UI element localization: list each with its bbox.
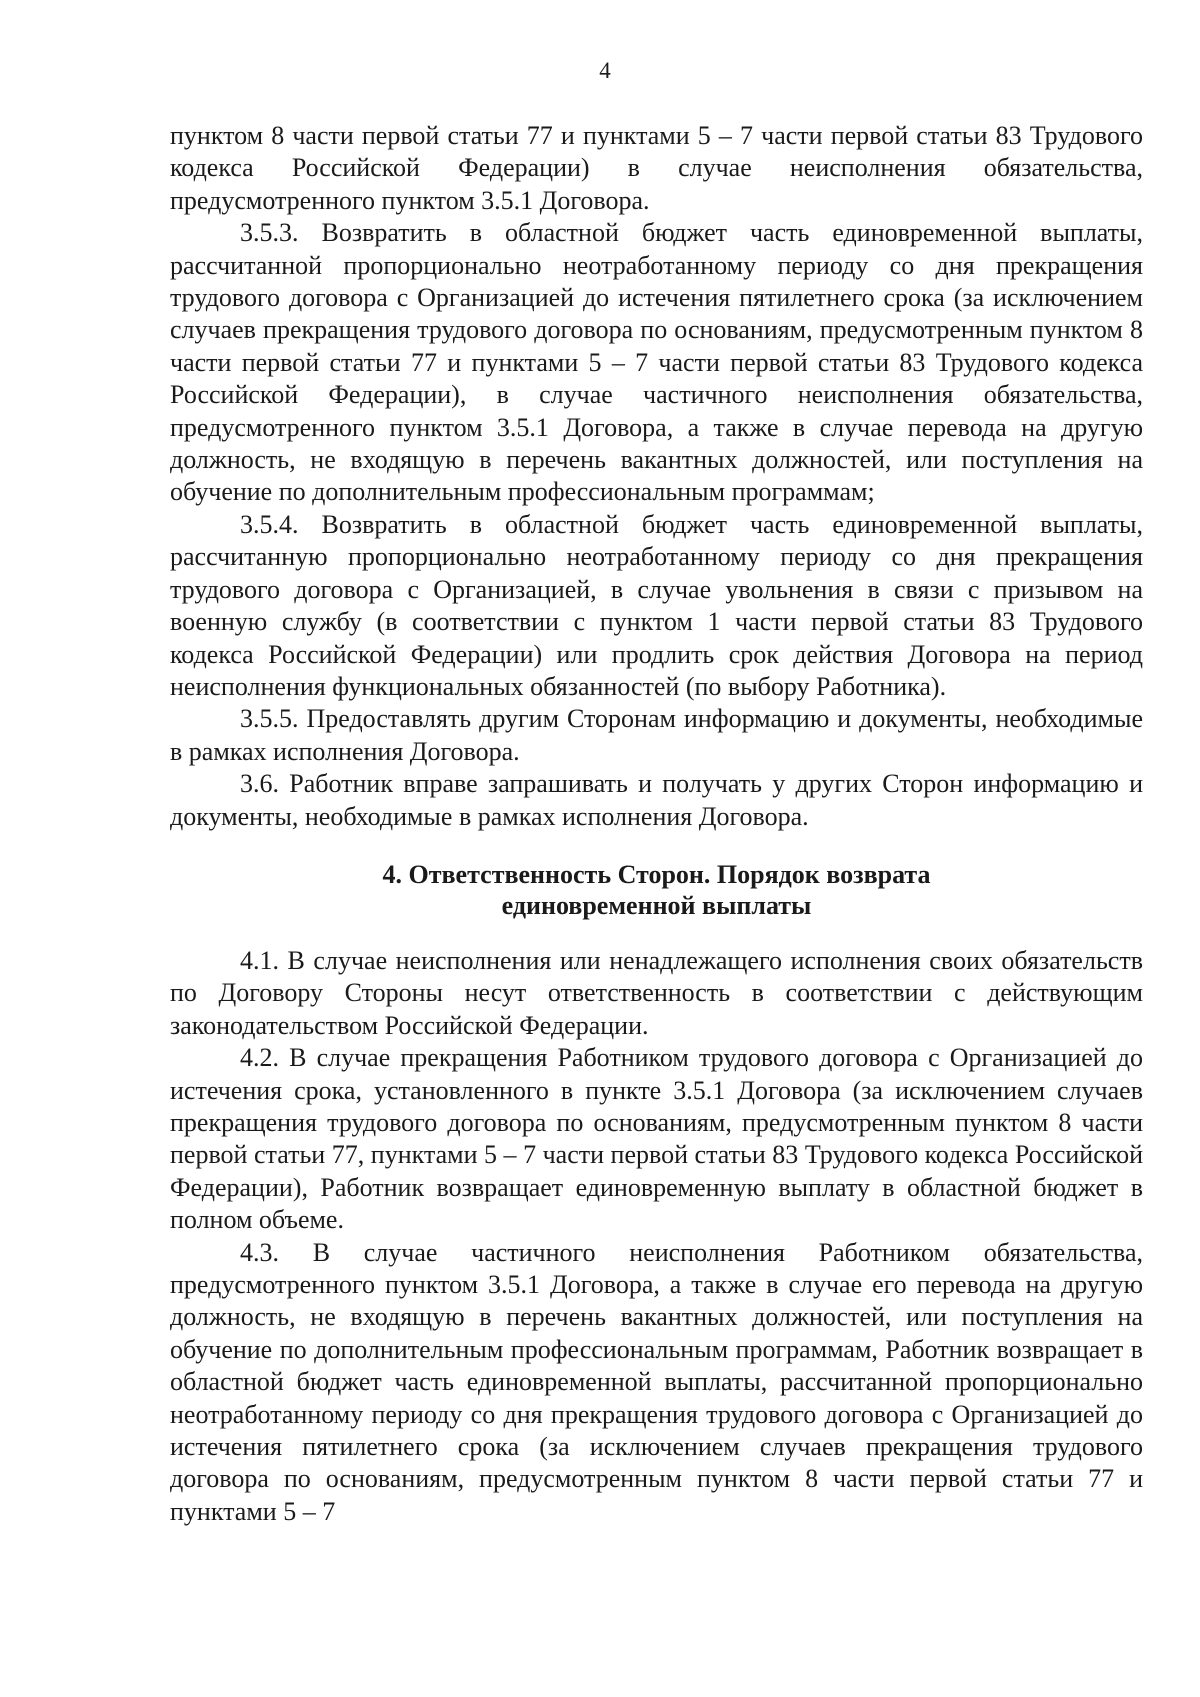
- paragraph-4-3: 4.3. В случае частичного неисполнения Работником обязательства, предусмотренного пунктом 3.5.1 Договора, а также в случае его перевода на другую должность, не входящую в перечень вакантных должностей, или поступления на обучение по дополнительным профессиональным программам, Работник возвращает в областной бюджет часть единовременной выплаты, рассчитанной пропорционально неотработанному периоду со дня прекращения трудового договора с Организацией до истечения пятилетнего срока (за исключением случаев прекращения трудового договора по основаниям, предусмотренным пунктом 8 части первой статьи 77 и пунктами 5 – 7: [170, 1237, 1143, 1526]
- paragraph-3-5-5: 3.5.5. Предоставлять другим Сторонам информацию и документы, необходимые в рамках исполнения Договора.: [170, 704, 1143, 766]
- paragraph-4-1: 4.1. В случае неисполнения или ненадлежащего исполнения своих обязательств по Договору Стороны несут ответственность в соответствии с действующим законодательством Российской Федерации.: [170, 945, 1143, 1040]
- section-heading-line1: 4. Ответственность Сторон. Порядок возврата: [382, 859, 931, 889]
- paragraph-3-5-4: 3.5.4. Возвратить в областной бюджет часть единовременной выплаты, рассчитанную пропорционально неотработанному периоду со дня прекращения трудового договора с Организацией, в случае увольнения в связи с призывом на военную службу (в соответствии с пунктом 1 части первой статьи 83 Трудового кодекса Российской Федерации) или продлить срок действия Договора на период неисполнения функциональных обязанностей (по выбору Работника).: [170, 509, 1143, 701]
- page-number: 4: [599, 58, 611, 83]
- paragraph-3-5-3: 3.5.3. Возвратить в областной бюджет часть единовременной выплаты, рассчитанной пропорционально неотработанному периоду со дня прекращения трудового договора с Организацией до истечения пятилетнего срока (за исключением случаев прекращения трудового договора по основаниям, предусмотренным пунктом 8 части первой статьи 77 и пунктами 5 – 7 части первой статьи 83 Трудового кодекса Российской Федерации), в случае частичного неисполнения обязательства, предусмотренного пунктом 3.5.1 Договора, а также в случае перевода на другую должность, не входящую в перечень вакантных должностей, или поступления на обучение по дополнительным профессиональным программам;: [170, 218, 1143, 507]
- section-heading-line2: единовременной выплаты: [501, 890, 812, 920]
- paragraph-4-2: 4.2. В случае прекращения Работником трудового договора с Организацией до истечения срока, установленного в пункте 3.5.1 Договора (за исключением случаев прекращения трудового договора по основаниям, предусмотренным пунктом 8 части первой статьи 77, пунктами 5 – 7 части первой статьи 83 Трудового кодекса Российской Федерации), Работник возвращает единовременную выплату в областной бюджет в полном объеме.: [170, 1043, 1143, 1235]
- section-heading: [170, 859, 1143, 921]
- paragraph-3-6: 3.6. Работник вправе запрашивать и получать у других Сторон информацию и документы, необходимые в рамках исполнения Договора.: [170, 769, 1143, 831]
- document-body: [170, 120, 1143, 1528]
- paragraph-continuation: пунктом 8 части первой статьи 77 и пунктами 5 – 7 части первой статьи 83 Трудового кодекса Российской Федерации) в случае неисполнения обязательства, предусмотренного пунктом 3.5.1 Договора.: [170, 121, 1143, 215]
